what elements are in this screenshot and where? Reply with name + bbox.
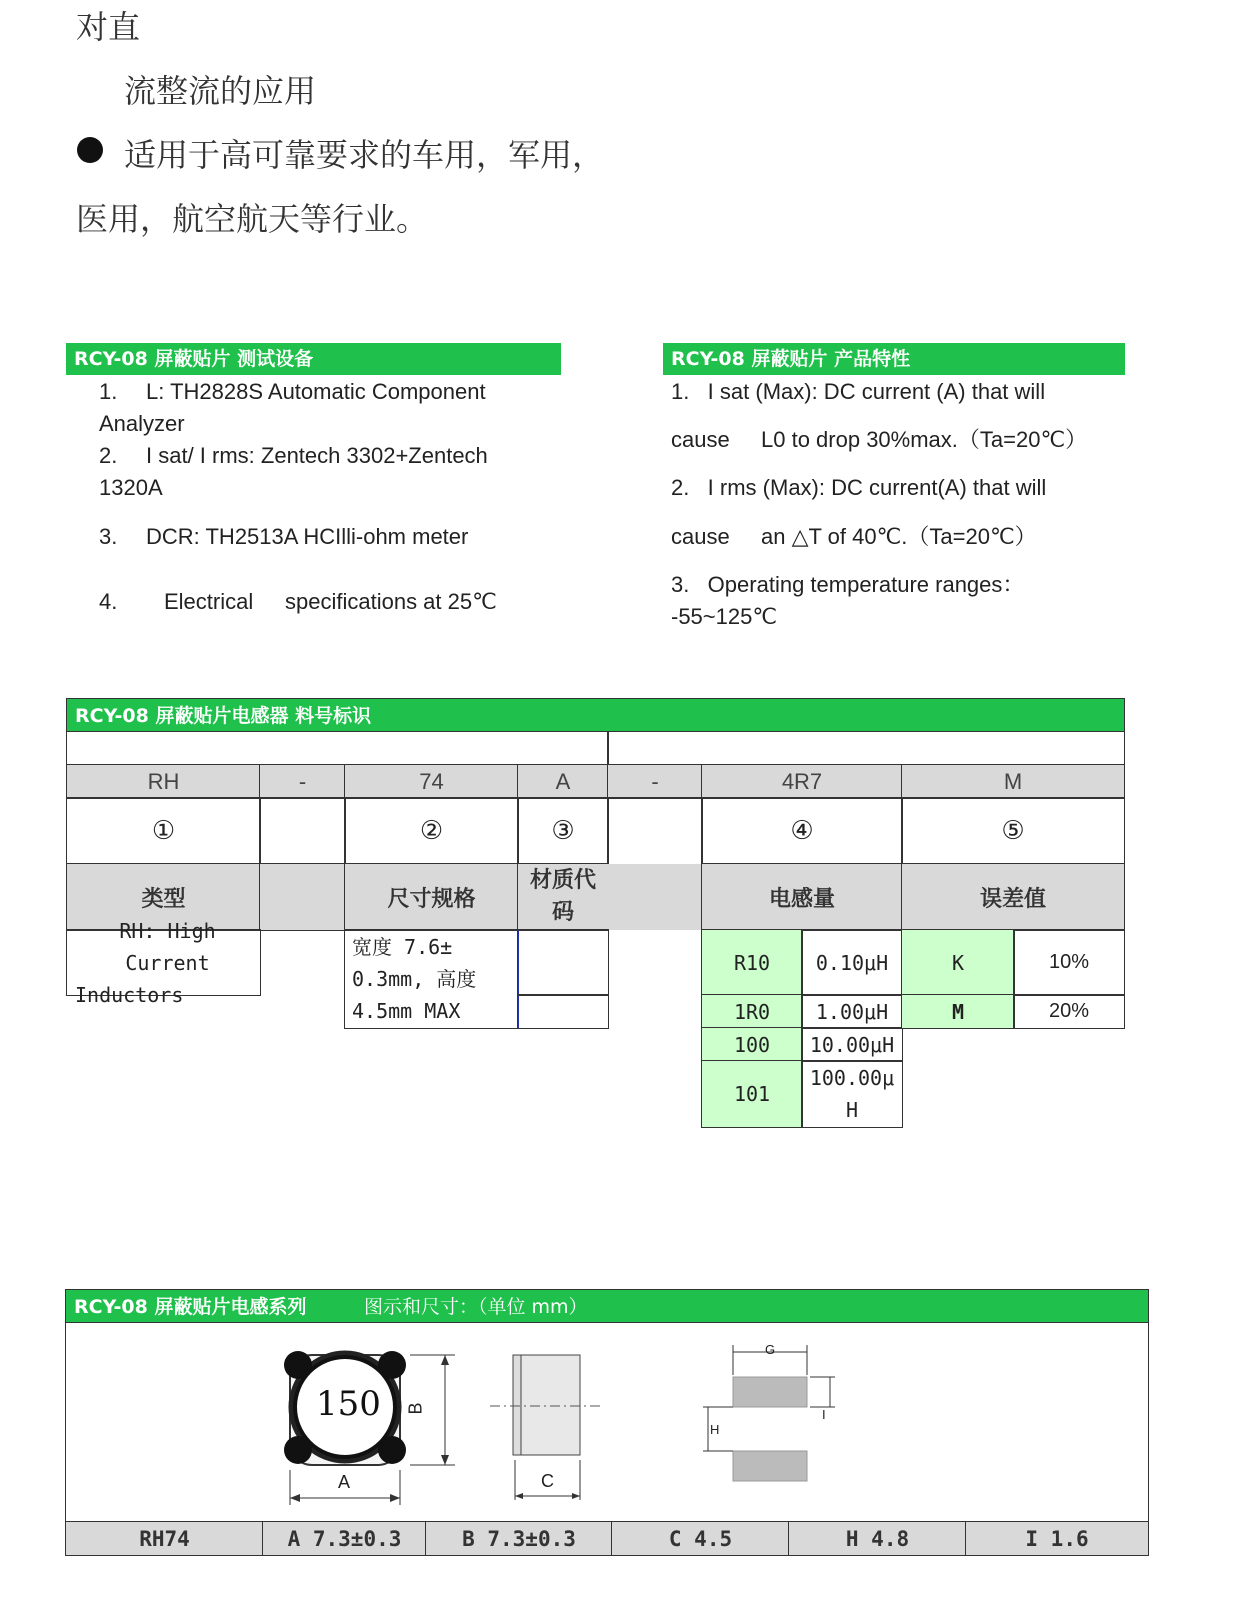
code-cell: 74 — [344, 764, 519, 799]
dim-label-g: G — [765, 1342, 776, 1357]
dimensions-title-bar — [65, 1289, 1149, 1323]
blank-cell — [259, 863, 346, 931]
tolerance-value: 10% — [1013, 929, 1125, 996]
dimensions-title: RCY-08 屏蔽贴片电感系列 — [74, 1296, 307, 1318]
list-item-num: 1. — [99, 379, 118, 404]
list-item-num: 2. — [99, 443, 118, 468]
dim-label-h: H — [710, 1422, 720, 1437]
blank-cell — [607, 731, 1125, 766]
char-line: L0 to drop 30%max.（Ta=20℃） — [761, 427, 1088, 452]
char-line: 1. I sat (Max): DC current (A) that will — [671, 379, 1046, 404]
dim-cell: I 1.6 — [965, 1521, 1149, 1556]
list-item-num: 4. — [99, 589, 118, 614]
char-line: 3. Operating temperature ranges： — [671, 572, 1025, 597]
code-cell: RH — [66, 764, 261, 799]
marker-cell: ① — [66, 797, 261, 865]
blank-cell — [607, 864, 703, 930]
inductance-code: 100 — [701, 1027, 803, 1062]
dim-cell: RH74 — [65, 1521, 264, 1556]
label-material: 材质代码 — [517, 863, 609, 931]
char-line: an △T of 40℃.（Ta=20℃） — [761, 524, 1037, 549]
list-item-num: 3. — [99, 524, 118, 549]
char-line: 2. I rms (Max): DC current(A) that will — [671, 475, 1047, 500]
list-item-text: DCR: TH2513A HCIlli-ohm meter — [146, 524, 469, 549]
dimensions-subtitle: 图示和尺寸：（单位 mm） — [364, 1296, 588, 1318]
marker-cell: ③ — [517, 797, 609, 865]
intro-line-1: 对直 — [76, 8, 141, 46]
intro-line-3: 适用于高可靠要求的车用，军用， — [124, 136, 605, 174]
list-item-cont: 1320A — [99, 475, 163, 500]
inductance-code: 101 — [701, 1060, 803, 1128]
tolerance-code: K — [901, 929, 1015, 996]
char-line: cause — [671, 524, 730, 549]
dim-cell: H 4.8 — [788, 1521, 967, 1556]
size-desc-line: 宽度 7.6± — [352, 935, 453, 959]
list-item-text: specifications at 25℃ — [285, 589, 497, 614]
intro-line-2: 流整流的应用 — [124, 72, 317, 110]
type-desc-line: Inductors — [75, 982, 184, 1007]
tolerance-code: M — [901, 994, 1015, 1029]
part-marking: 150 — [316, 1384, 381, 1424]
type-desc-line: RH: High Current — [119, 918, 216, 975]
dim-label-a: A — [338, 1472, 351, 1492]
char-line: cause — [671, 427, 730, 452]
inductance-value: 10.00μH — [801, 1027, 903, 1062]
marker-cell: ④ — [701, 797, 903, 865]
inductance-value-line: H — [845, 1098, 859, 1122]
inductance-value: 0.10μH — [801, 929, 903, 996]
tolerance-value: 20% — [1013, 994, 1125, 1029]
label-size: 尺寸规格 — [344, 863, 519, 931]
blank-cell — [607, 797, 703, 865]
list-item-cont: Analyzer — [99, 411, 185, 436]
blank-cell — [517, 929, 609, 996]
bullet-icon — [77, 137, 103, 163]
blank-cell — [259, 797, 346, 865]
code-cell: A — [517, 764, 609, 799]
product-char-title: RCY-08 屏蔽贴片 产品特性 — [663, 343, 1125, 375]
size-desc-line: 0.3mm, 高度 — [352, 967, 477, 991]
dim-label-c: C — [541, 1471, 554, 1491]
blank-cell — [66, 731, 609, 766]
list-item-text: Electrical — [164, 589, 254, 614]
test-equipment-title: RCY-08 屏蔽贴片 测试设备 — [66, 343, 561, 375]
marker-cell: ⑤ — [901, 797, 1125, 865]
code-cell: - — [607, 764, 703, 799]
inductance-value: 1.00μH — [801, 994, 903, 1029]
size-desc-line: 4.5mm MAX — [352, 999, 461, 1023]
blank-cell — [517, 994, 609, 1029]
code-cell: M — [901, 764, 1125, 799]
dimensions-drawing-area — [65, 1322, 1149, 1523]
label-tolerance: 误差值 — [901, 863, 1125, 931]
inductance-value-line: 100.00μ — [809, 1066, 895, 1090]
dim-cell: C 4.5 — [611, 1521, 790, 1556]
inductance-code: 1R0 — [701, 994, 803, 1029]
label-type: 类型 — [66, 863, 261, 931]
inductance-value — [801, 1060, 903, 1128]
list-item-text: L: TH2828S Automatic Component — [146, 379, 486, 404]
intro-line-4: 医用，航空航天等行业。 — [76, 200, 429, 238]
list-item-text: I sat/ I rms: Zentech 3302+Zentech — [146, 443, 488, 468]
type-desc — [66, 918, 261, 1007]
inductance-code: R10 — [701, 929, 803, 996]
top-view-drawing — [280, 1345, 470, 1510]
dim-cell: A 7.3±0.3 — [262, 1521, 427, 1556]
part-numbering-title: RCY-08 屏蔽贴片电感器 料号标识 — [66, 698, 1125, 732]
dim-label-i: I — [822, 1407, 826, 1422]
char-line: -55~125℃ — [671, 604, 778, 629]
label-inductance: 电感量 — [701, 863, 903, 931]
code-cell: - — [259, 764, 346, 799]
marker-cell: ② — [344, 797, 519, 865]
dim-label-b: B — [405, 1402, 426, 1415]
size-desc — [344, 929, 519, 1029]
dim-cell: B 7.3±0.3 — [425, 1521, 613, 1556]
code-cell: 4R7 — [701, 764, 903, 799]
